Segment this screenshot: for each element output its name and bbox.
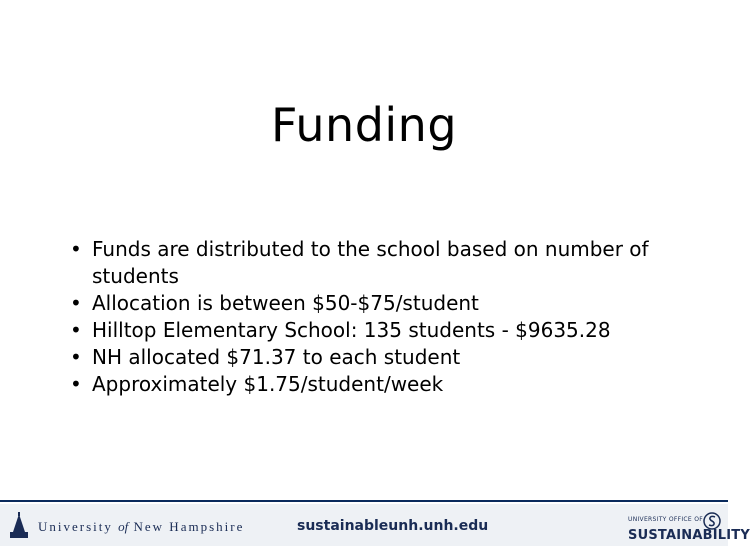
unh-seal-icon xyxy=(8,512,30,540)
slide-title: Funding xyxy=(270,98,458,152)
bullet-list xyxy=(70,236,680,398)
bullet-item: • Allocation is between $50-$75/student xyxy=(70,290,680,317)
unh-logo-text: University xyxy=(38,519,113,534)
footer-url-link[interactable]: sustainableunh.unh.edu xyxy=(297,518,489,534)
unh-logo-text-2: New Hampshire xyxy=(133,519,245,534)
sustainability-wordmark: SUSTAINABILITY xyxy=(628,528,750,543)
bullet-item: • Funds are distributed to the school based on number of students xyxy=(70,236,680,290)
unh-logo-of: of xyxy=(118,519,129,534)
bullet-item: • Approximately $1.75/student/week xyxy=(70,371,680,398)
unh-logo xyxy=(38,519,244,535)
bullet-item: • NH allocated $71.37 to each student xyxy=(70,344,680,371)
sustainability-office-label: UNIVERSITY OFFICE OF xyxy=(628,516,703,523)
sustainability-logo xyxy=(624,512,750,544)
bullet-item: • Hilltop Elementary School: 135 students - $9635.28 xyxy=(70,317,680,344)
